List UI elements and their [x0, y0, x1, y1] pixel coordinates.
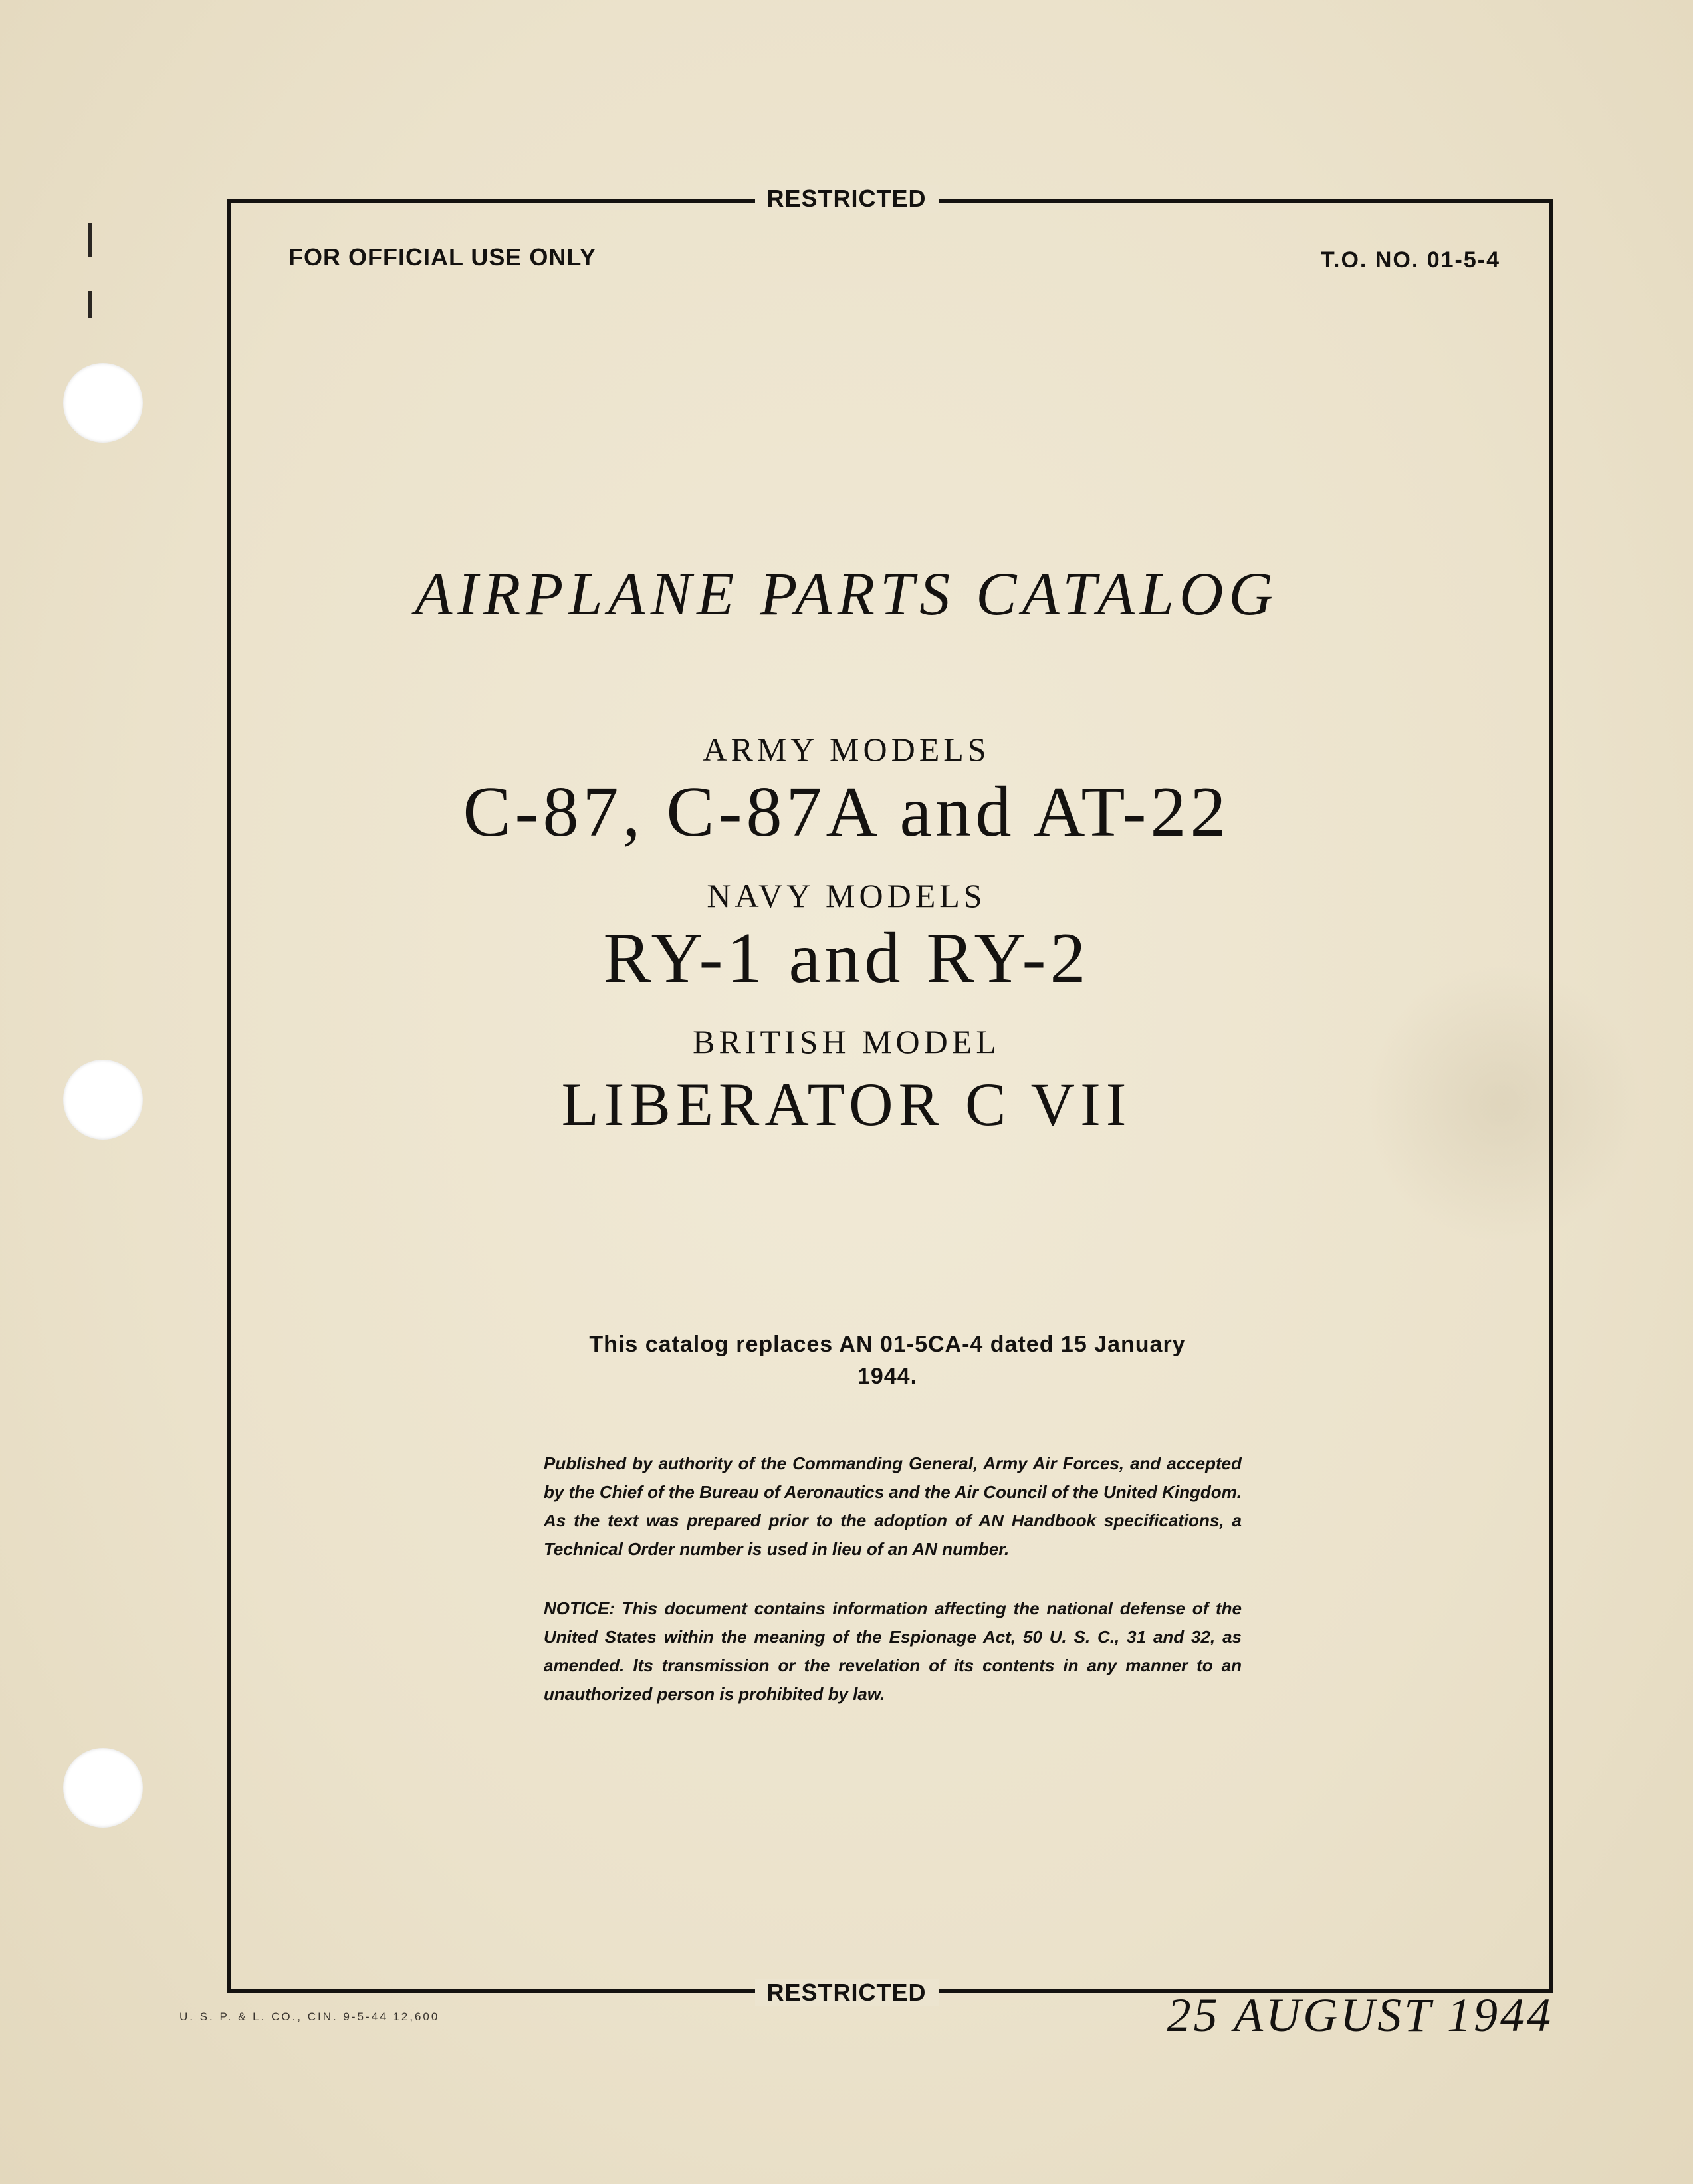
restricted-marking-top: RESTRICTED: [754, 185, 938, 213]
authority-paragraph: Published by authority of the Commanding General, Army Air Forces, and accepted by the Chief of the Bureau of Aeronautics and the Air Council of the United Kingdom. As the text was prepared prior to the adoption of AN Handbook specifications, a Technical Order number is used in lieu of an AN number.: [544, 1453, 1242, 1559]
army-models-label: ARMY MODELS: [703, 731, 990, 768]
restricted-marking-bottom: RESTRICTED: [754, 1979, 938, 2006]
navy-models-label: NAVY MODELS: [707, 877, 986, 914]
punch-hole: [63, 363, 143, 443]
catalog-title: AIRPLANE PARTS CATALOG: [415, 560, 1278, 628]
replacement-note-line-2: 1944.: [857, 1364, 918, 1389]
printer-code: U. S. P. & L. CO., CIN. 9-5-44 12,600: [179, 2010, 440, 2023]
army-models-value: C-87, C-87A and AT-22: [463, 773, 1230, 852]
binder-tick-mark: [88, 291, 92, 318]
technical-order-number: T.O. NO. 01-5-4: [1321, 247, 1500, 273]
navy-models-value: RY-1 and RY-2: [603, 919, 1090, 998]
official-use-label: FOR OFFICIAL USE ONLY: [288, 243, 597, 271]
publication-date: 25 AUGUST 1944: [1167, 1989, 1553, 2042]
replacement-note: [525, 1328, 1250, 1392]
punch-hole: [63, 1748, 143, 1828]
binder-tick-mark: [88, 223, 92, 257]
british-model-label: BRITISH MODEL: [693, 1023, 1000, 1060]
notice-paragraph: NOTICE: This document contains information affecting the national defense of the United States within the meaning of the Espionage Act, 50 U. S. C., 31 and 32, as amended. Its transmission or the revelation of its contents in any manner to an unauthorized person is prohibited by law.: [544, 1598, 1242, 1704]
replacement-note-line-1: This catalog replaces AN 01-5CA-4 dated 15 January: [589, 1332, 1186, 1357]
british-model-value: LIBERATOR C VII: [561, 1070, 1132, 1138]
